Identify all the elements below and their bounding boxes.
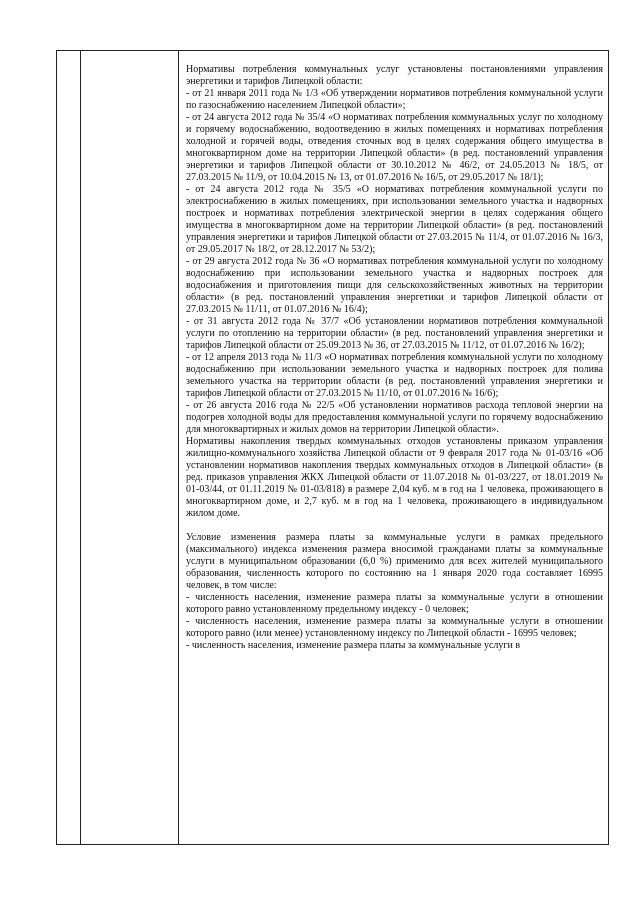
paragraph-norms-intro: Нормативы потребления коммунальных услуг установлены постановлениями управления энергетики и тарифов Липецкой области:	[186, 64, 603, 87]
paragraph-waste: Нормативы накопления твердых коммунальных отходов установлены приказом управления жилищно-коммунального хозяйства Липецкой области от 9 февраля 2017 года № 01-03/16 «Об установлении нормативов накопления твердых коммунальных отходов в Липецкой области» (в ред. приказов управления ЖКХ Липецкой области от 11.07.2018 № 01-03/227, от 18.01.2019 № 01-03/44, от 01.11.2019 № 01-03/818) в размере 2,04 куб. м в год на 1 человека, проживающего в многоквартирном доме, и 2,7 куб. м в год на 1 человека, проживающего в индивидуальном жилом доме.	[186, 436, 603, 519]
column-divider-1	[80, 51, 81, 844]
paragraph-population-max-index: - численность населения, изменение размера платы за коммунальные услуги в отношении которого равно установленному предельному индексу - 0 человек;	[186, 592, 603, 615]
text-cell	[186, 64, 603, 652]
paragraph-heat-energy: - от 26 августа 2016 года № 22/5 «Об установлении нормативов расхода тепловой энергии на подогрев холодной воды для предоставления коммунальной услуги по горячему водоснабжению для многоквартирных и жилых домов на территории Липецкой области».	[186, 400, 603, 435]
paragraph-irrigation: - от 12 апреля 2013 года № 11/3 «О нормативах потребления коммунальной услуги по холодному водоснабжению при использовании земельного участка и надворных построек для полива земельного участка на территории области (в ред. постановлений управления энергетики и тарифов Липецкой области от 27.03.2015 № 11/10, от 01.07.2016 № 16/6);	[186, 352, 603, 399]
paragraph-gas: - от 21 января 2011 года № 1/3 «Об утверждении нормативов потребления коммунальной услуги по газоснабжению населением Липецкой области»;	[186, 88, 603, 111]
paragraph-payment-condition: Условие изменения размера платы за коммунальные услуги в рамках предельного (максимального) индекса изменения размера вносимой гражданами платы за коммунальные услуги в муниципальном образовании (6,0 %) применимо для всех жителей муниципального образования, численность которого по состоянию на 1 января 2020 года составляет 16995 человек, в том числе:	[186, 532, 603, 591]
paragraph-population-cut: - численность населения, изменение размера платы за коммунальные услуги в	[186, 640, 521, 651]
document-table	[56, 50, 609, 845]
paragraph-electricity: - от 24 августа 2012 года № 35/5 «О нормативах потребления коммунальной услуги по электроснабжению в жилых помещениях, при использовании земельного участка и надворных построек и нормативах потребления электрической энергии в целях содержания общего имущества в многоквартирном доме на территории Липецкой области» (в ред. постановлений управления энергетики и тарифов Липецкой области от 27.03.2015 № 11/4, от 01.07.2016 № 16/3, от 29.05.2017 № 18/2, от 28.12.2017 № 53/2);	[186, 184, 603, 255]
paragraph-water: - от 24 августа 2012 года № 35/4 «О нормативах потребления коммунальных услуг по холодному и горячему водоснабжению, водоотведению в жилых помещениях и нормативах потребления холодной и горячей воды, отведения сточных вод в целях содержания общего имущества в многоквартирном доме на территории Липецкой области» (в ред. постановлений управления энергетики и тарифов Липецкой области от 30.10.2012 № 46/2, от 24.05.2013 № 18/5, от 27.03.2015 № 11/9, от 10.04.2015 № 13, от 01.07.2016 № 16/5, от 29.05.2017 № 18/1);	[186, 112, 603, 183]
column-divider-2	[178, 51, 179, 844]
paragraph-population-regional-index: - численность населения, изменение размера платы за коммунальные услуги в отношении которого равно (или менее) установленному индексу по Липецкой области - 16995 человек;	[186, 616, 603, 639]
paragraph-livestock-water: - от 29 августа 2012 года № 36 «О нормативах потребления коммунальной услуги по холодному водоснабжению при использовании земельного участка и надворных построек для водоснабжения и приготовления пищи для сельскохозяйственных животных на территории области» (в ред. постановлений управления энергетики и тарифов Липецкой области от 27.03.2015 № 11/11, от 01.07.2016 № 16/4);	[186, 256, 603, 315]
paragraph-heating: - от 31 августа 2012 года № 37/7 «Об установлении нормативов потребления коммунальной услуги по отоплению на территории области» (в ред. постановлений управления энергетики и тарифов Липецкой области от 25.09.2013 № 36, от 27.03.2015 № 11/12, от 01.07.2016 № 16/2);	[186, 316, 603, 351]
